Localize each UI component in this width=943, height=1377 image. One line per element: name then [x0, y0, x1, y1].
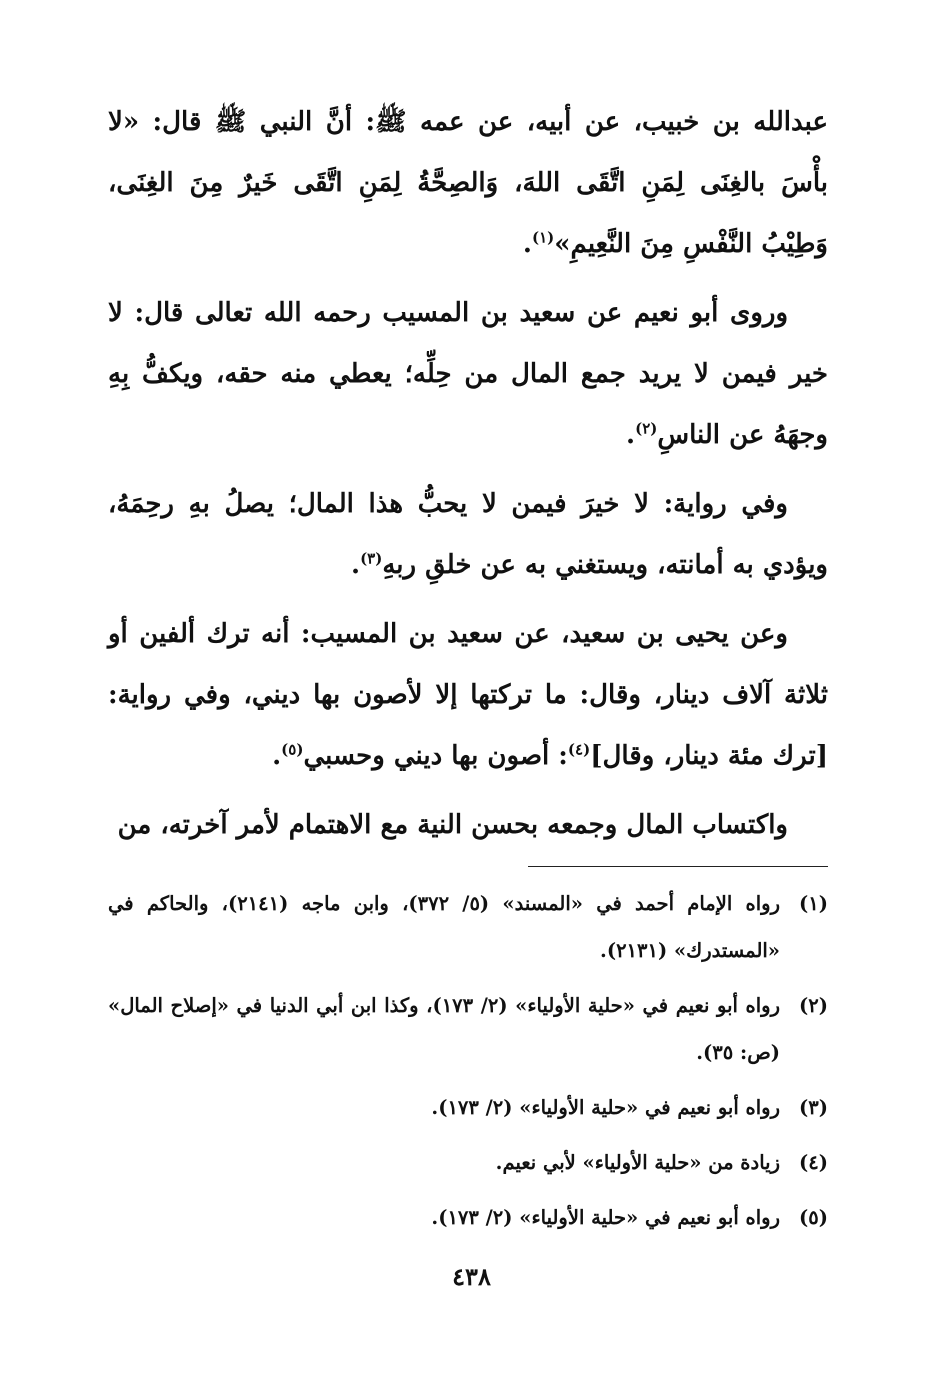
- paragraph-end: .: [272, 741, 282, 771]
- paragraph: [108, 795, 828, 856]
- footnote-reference: (١): [531, 228, 555, 247]
- footnote-text: رواه أبو نعيم في «حلية الأولياء» (٢/ ١٧٣).: [431, 1096, 780, 1119]
- paragraph-text: عبدالله بن خبيب، عن أبيه، عن عمه ﷺ: أنَّ النبي ﷺ قال: «لا بأْسَ بالغِنَى لِمَنِ اتَّقَى اللهَ، وَالصِحَّةُ لِمَنِ اتَّقَى خَيرٌ مِنَ الغِنَى، وَطِيْبُ النَّفْسِ مِنَ النَّعِيمِ»: [108, 107, 828, 259]
- paragraph-text: وفي رواية: لا خيرَ فيمن لا يحبُّ هذا المال؛ يصلُ بهِ رحِمَهُ، ويؤدي به أمانته، ويستغني به عن خلقِ ربهِ: [108, 489, 828, 580]
- footnote-number: (١): [799, 892, 828, 915]
- footnote-text: رواه أبو نعيم في «حلية الأولياء» (٢/ ١٧٣)، وكذا ابن أبي الدنيا في «إصلاح المال» (ص: ٣٥).: [108, 994, 780, 1064]
- footnote-item: [108, 1084, 828, 1131]
- paragraph-end: .: [626, 420, 636, 450]
- footnote-reference: (٢): [635, 419, 658, 438]
- page-number: ٤٣٨: [452, 1262, 491, 1291]
- footnote-item: [108, 880, 828, 974]
- footnote-text: رواه الإمام أحمد في «المسند» (٥/ ٣٧٢)، وابن ماجه (٢١٤١)، والحاكم في «المستدرك» (٢١٣١).: [108, 892, 780, 962]
- footnote-item: [108, 1139, 828, 1186]
- footnote-number: (٢): [799, 994, 828, 1017]
- footnote-number: (٤): [799, 1151, 828, 1174]
- footnote-reference: (٥): [281, 740, 304, 759]
- paragraph-text: واكتساب المال وجمعه بحسن النية مع الاهتمام لأمر آخرته، من: [117, 810, 788, 840]
- main-text: [108, 92, 828, 864]
- paragraph-end: .: [351, 550, 361, 580]
- footnote-item: [108, 982, 828, 1076]
- footnote-text: رواه أبو نعيم في «حلية الأولياء» (٢/ ١٧٣).: [431, 1206, 780, 1229]
- footnote-reference: (٣): [360, 549, 383, 568]
- footnote-item: [108, 1194, 828, 1241]
- footnotes: [108, 880, 828, 1249]
- footnote-text: زيادة من «حلية الأولياء» لأبي نعيم.: [495, 1151, 780, 1174]
- footnote-number: (٥): [799, 1206, 828, 1229]
- paragraph: [108, 92, 828, 275]
- paragraph-text: وعن يحيى بن سعيد، عن سعيد بن المسيب: أنه ترك ألفين أو ثلاثة آلاف دينار، وقال: ما تركتها إلا لأصون بها ديني، وفي رواية: [ترك مئة دينار، وقال]: [108, 619, 828, 771]
- footnote-separator: [528, 866, 828, 867]
- footnote-number: (٣): [799, 1096, 828, 1119]
- paragraph-text-continued: : أصون بها ديني وحسبي: [303, 741, 568, 771]
- paragraph-end: .: [522, 229, 532, 259]
- paragraph-text: وروى أبو نعيم عن سعيد بن المسيب رحمه الله تعالى قال: لا خير فيمن لا يريد جمع المال من حِلِّه؛ يعطي منه حقه، ويكفُّ بِهِ وجهَهُ عن الناسِ: [108, 298, 828, 450]
- paragraph: [108, 283, 828, 466]
- paragraph: [108, 474, 828, 596]
- paragraph: [108, 604, 828, 787]
- footnote-reference: (٤): [567, 740, 591, 759]
